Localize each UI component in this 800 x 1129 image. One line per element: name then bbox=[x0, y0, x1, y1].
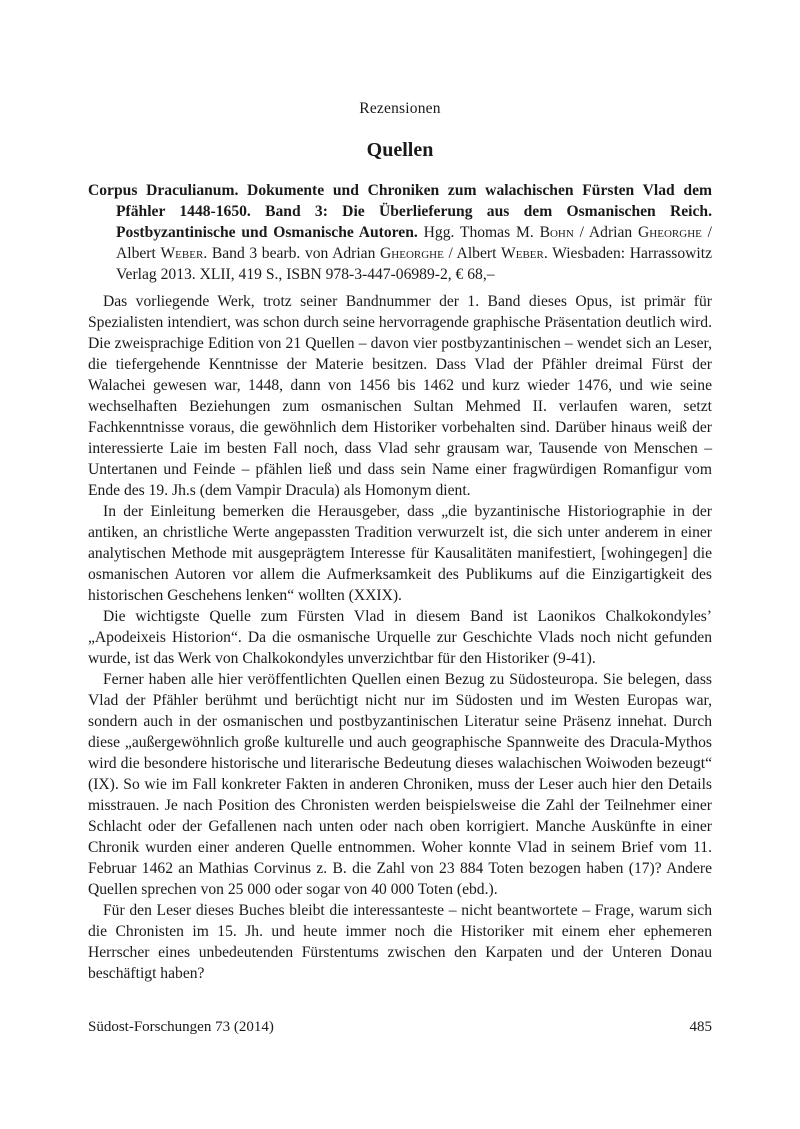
review-citation bbox=[88, 180, 712, 285]
section-title: Quellen bbox=[366, 139, 434, 161]
band-editor-surname: Gheorghe bbox=[380, 245, 444, 262]
body-paragraph: In der Einleitung bemerken die Herausgeber, dass „die byzantinische Historiographie in der antiken, an christliche Werte angepassten Tradition verwurzelt ist, die sich unter anderem in einer analytischen Methode mit ausgeprägtem Interesse für Kausalitäten manifestiert, [wohingegen] die osmanischen Autoren vor allem die Aufmerksamkeit des Publikums auf die Einzigartigkeit des historischen Geschehens lenken“ wollten (XXIX). bbox=[88, 503, 712, 604]
editor-surname: Bohn bbox=[539, 224, 574, 241]
review-body bbox=[88, 291, 712, 984]
document-page bbox=[88, 0, 712, 1129]
band-editor-separator: / Albert bbox=[443, 245, 502, 262]
editors-prefix: Hgg. Thomas M. bbox=[423, 224, 540, 241]
publication-details: . Wiesbaden: Harrassowitz Verlag 2013. XLII, 419 S., ISBN 978-3-447-06989-2, € 68,– bbox=[116, 245, 712, 283]
page-number: 485 bbox=[689, 1019, 712, 1035]
body-paragraph: Die wichtigste Quelle zum Fürsten Vlad in diesem Band ist Laonikos Chalkokondyles’ „Apodeixeis Historion“. Da die osmanische Urquelle zur Geschichte Vlads noch nicht gefunden wurde, ist das Werk von Chalkokondyles unverzichtbar für den Historiker (9-41). bbox=[88, 608, 712, 667]
editor-surname: Gheorghe bbox=[638, 224, 702, 241]
editor-separator: / Adrian bbox=[573, 224, 639, 241]
body-paragraph: Das vorliegende Werk, trotz seiner Bandnummer der 1. Band dieses Opus, ist primär für Spezialisten intendiert, was schon durch seine hervorragende graphische Präsentation deutlich wird. Die zweisprachige Edition von 21 Quellen – davon vier postbyzantinischen – wendet sich an Leser, die tiefergehende Kenntnisse der Materie besitzen. Dass Vlad der Pfähler dreimal Fürst der Walachei gewesen war, 1448, dann von 1456 bis 1462 und kurz wieder 1476, und wie seine wechselhaften Beziehungen zum osmanischen Sultan Mehmed II. verlaufen waren, setzt Fachkenntnisse voraus, die gewöhnlich dem Historiker vorbehalten sind. Darüber hinaus weiß der interessierte Laie im besten Fall noch, dass Vlad sehr grausam war, Tausende von Menschen – Untertanen und Feinde – pfählen ließ und dass sein Name einer fragwürdigen Romanfigur vom Ende des 19. Jh.s (dem Vampir Dracula) als Homonym dient. bbox=[88, 293, 712, 499]
page-footer bbox=[88, 1019, 712, 1036]
band-editor-surname: Weber bbox=[501, 245, 544, 262]
band-prefix: . Band 3 bearb. von Adrian bbox=[203, 245, 381, 262]
editor-surname: Weber bbox=[160, 245, 204, 262]
body-paragraph: Für den Leser dieses Buches bleibt die interessanteste – nicht beantwortete – Frage, warum sich die Chronisten im 15. Jh. und heute immer noch die Historiker mit einem eher ephemeren Herrscher eines unbedeutenden Fürstentums zwischen den Karpaten und der Unteren Donau beschäftigt haben? bbox=[88, 902, 712, 982]
journal-citation: Südost-Forschungen 73 (2014) bbox=[88, 1019, 274, 1035]
reviewed-book-title: Corpus Draculianum. Dokumente und Chroniken zum walachischen Fürsten Vlad dem Pfähler 1448-1650. Band 3: Die Überlieferung aus dem Osmanischen Reich. Postbyzantinische und Osmanische Autoren. bbox=[88, 182, 712, 241]
editor-separator: / Albert bbox=[116, 224, 713, 262]
body-paragraph: Ferner haben alle hier veröffentlichten Quellen einen Bezug zu Südosteuropa. Sie belegen, dass Vlad der Pfähler berühmt und berüchtigt nicht nur im Südosten und im Westen Europas war, sondern auch in der osmanischen und postbyzantinischen Literatur seine Präsenz innehat. Durch diese „außergewöhnlich große kulturelle und auch geographische Spannweite des Dracula-Mythos wird die besondere historische und literarische Bedeutung dieses walachischen Woiwoden bezeugt“ (IX). So wie im Fall konkreter Fakten in anderen Chroniken, muss der Leser auch hier den Details misstrauen. Je nach Position des Chronisten werden beispielsweise die Zahl der Teilnehmer einer Schlacht oder der Gefallenen nach unten oder nach oben korrigiert. Manche Auskünfte in einer Chronik wurden einer anderen Quelle entnommen. Woher konnte Vlad in seinem Brief vom 11. Februar 1462 an Mathias Corvinus z. B. die Zahl von 23 884 Toten bezogen haben (17)? Andere Quellen sprechen von 25 000 oder sogar von 40 000 Toten (ebd.). bbox=[88, 671, 712, 898]
running-head: Rezensionen bbox=[359, 100, 441, 117]
